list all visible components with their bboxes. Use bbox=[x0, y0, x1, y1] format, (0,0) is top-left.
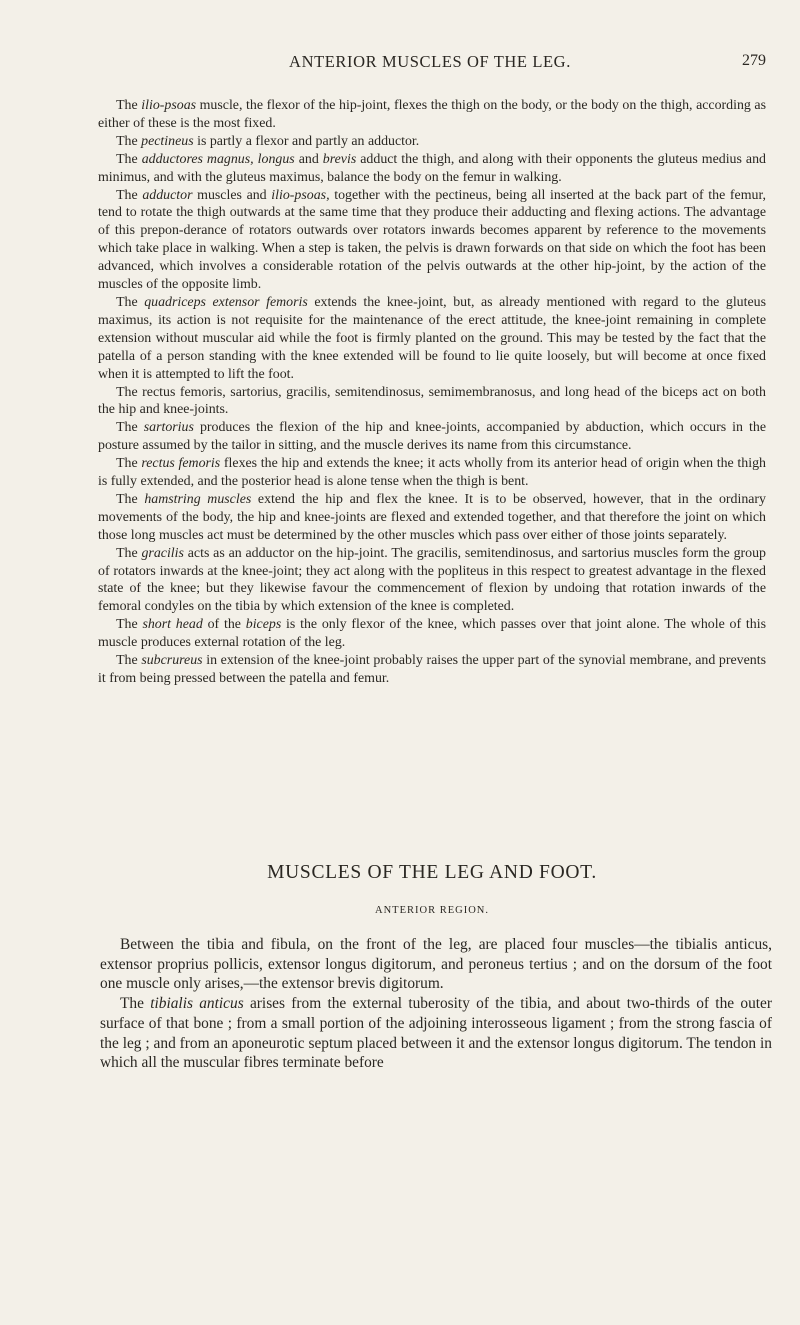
text-run: muscles and bbox=[192, 187, 272, 203]
paragraph bbox=[100, 994, 772, 1073]
text-run: The bbox=[116, 98, 142, 113]
paragraph bbox=[98, 151, 766, 187]
paragraph bbox=[98, 491, 766, 545]
text-run: The bbox=[116, 653, 142, 669]
italic-term: ilio-psoas, bbox=[271, 187, 330, 203]
italic-term: sartorius bbox=[143, 420, 194, 436]
paragraph bbox=[98, 616, 766, 652]
text-run: The bbox=[116, 294, 145, 310]
italic-term: quadriceps extensor femoris bbox=[144, 294, 308, 310]
paragraph bbox=[98, 545, 766, 617]
italic-term: short head bbox=[142, 617, 203, 633]
text-run: The bbox=[116, 456, 142, 472]
italic-term: adductor bbox=[142, 187, 193, 203]
section-title: MUSCLES OF THE LEG AND FOOT. bbox=[267, 862, 597, 883]
section-subtitle: ANTERIOR REGION. bbox=[375, 905, 489, 916]
paragraph bbox=[98, 97, 766, 133]
text-run: The bbox=[116, 133, 142, 149]
paragraph bbox=[98, 455, 766, 491]
paragraph bbox=[98, 187, 766, 294]
italic-term: biceps bbox=[245, 617, 282, 633]
text-run: flexes the hip and extends the knee; it acts wholly from its anterior head of origin when the thigh is fully extended, and the posterior head is alone tense when the thigh is bent. bbox=[98, 456, 766, 490]
text-run: together with the pectineus, being all inserted at the back part of the femur, tend to rotate the thigh outwards at the same time that they produce their adducting and flexing actions. The advantage of this prepon-derance of rotators outwards over rotators inwards becomes apparent by reference to the movements which take place in walking. When a step is taken, the pelvis is drawn forwards on that side on which the foot has been advanced, which involves a considerable rotation of the pelvis outwards at the other hip-joint, by the action of the muscles of the opposite limb. bbox=[98, 187, 766, 293]
running-head bbox=[94, 52, 766, 76]
page-number: 279 bbox=[742, 52, 766, 69]
text-run: is partly a flexor and partly an adductor. bbox=[193, 133, 420, 149]
paragraph bbox=[98, 133, 766, 151]
text-run: Between the tibia and fibula, on the front of the leg, are placed four muscles—the tibialis anticus, extensor proprius pollicis, extensor longus digitorum, and peroneus tertius ; and on the dorsum of the foot one muscle only arises,—the extensor brevis digitorum. bbox=[100, 936, 772, 993]
paragraph bbox=[98, 419, 766, 455]
italic-term: ilio-psoas bbox=[141, 98, 197, 113]
text-run: The bbox=[116, 420, 144, 436]
text-run: The bbox=[116, 545, 142, 561]
physiology-paragraphs bbox=[98, 97, 766, 688]
italic-term: gracilis bbox=[141, 545, 184, 561]
text-run: produces the flexion of the hip and knee-joints, accompanied by abduction, which occurs in the posture assumed by the tailor in sitting, and the muscle derives its name from this circumstance. bbox=[98, 420, 766, 454]
italic-term: pectineus bbox=[141, 133, 194, 149]
text-run: The bbox=[116, 617, 143, 633]
italic-term: subcrureus bbox=[141, 653, 203, 669]
paragraph bbox=[100, 935, 772, 994]
text-run: The rectus femoris, sartorius, gracilis, semitendinosus, semimembranosus, and long head of the biceps act on both the hip and knee-joints. bbox=[98, 384, 766, 418]
text-run: and bbox=[294, 151, 323, 167]
text-run: is the only flexor of the knee, which passes over that joint alone. The whole of this muscle produces external rotation of the leg. bbox=[98, 617, 766, 651]
text-run: The bbox=[116, 187, 143, 203]
text-run: The bbox=[116, 491, 145, 507]
italic-term: adductores magnus, longus bbox=[141, 151, 295, 167]
text-run: extends the knee-joint, but, as already mentioned with regard to the gluteus maximus, its action is not requisite for the maintenance of the erect attitude, the knee-joint remaining in complete extension without muscular aid while the foot is firmly planted on the ground. This may be tested by the fact that the patella of a person standing with the knee extended will be found to lie quite loosely, but will become at once fixed when it is attempted to lift the foot. bbox=[98, 294, 767, 382]
italic-term: rectus femoris bbox=[141, 456, 221, 472]
running-head-title: ANTERIOR MUSCLES OF THE LEG. bbox=[289, 52, 571, 71]
text-run: arises from the external tuberosity of the tibia, and about two-thirds of the outer surface of that bone ; from a small portion of the adjoining interosseous ligament ; from the strong fascia of the leg ; and from an aponeurotic septum placed between it and the extensor longus digitorum. The tendon in which all the muscular fibres terminate before bbox=[100, 995, 772, 1072]
paragraph bbox=[98, 384, 766, 420]
text-run: of the bbox=[202, 617, 246, 633]
text-run: adduct the thigh, and along with their opponents the gluteus medius and minimus, and with the gluteus maximus, balance the body on the femur in walking. bbox=[98, 151, 766, 185]
text-run: The bbox=[116, 151, 142, 167]
paragraph bbox=[98, 294, 766, 384]
text-run: acts as an adductor on the hip-joint. The gracilis, semitendinosus, and sartorius muscles form the group of rotators inwards at the knee-joint; they act along with the popliteus in this respect to greatest advantage in the flexed state of the knee; but they likewise favour the commencement of flexion by undoing that rotation inwards of the femoral condyles on the tibia by which extension of the knee is completed. bbox=[98, 545, 766, 615]
paragraph bbox=[98, 652, 766, 688]
text-run: muscle, the flexor of the hip-joint, flexes the thigh on the body, or the body on the thigh, according as either of these is the most fixed. bbox=[98, 98, 766, 131]
text-run: extend the hip and flex the knee. It is to be observed, however, that in the ordinary movements of the body, the hip and knee-joints are flexed and extended together, and that therefore the joint on which those long muscles act must be determined by the other muscles which pass over either of those joints separately. bbox=[98, 491, 766, 543]
anterior-region-paragraphs bbox=[100, 935, 772, 1073]
italic-term: hamstring muscles bbox=[144, 491, 252, 507]
italic-term: tibialis anticus bbox=[150, 995, 244, 1013]
italic-term: brevis bbox=[322, 151, 357, 167]
text-run: The bbox=[120, 995, 151, 1013]
text-run: in extension of the knee-joint probably raises the upper part of the synovial membrane, and prevents it from being pressed between the patella and femur. bbox=[98, 653, 766, 686]
